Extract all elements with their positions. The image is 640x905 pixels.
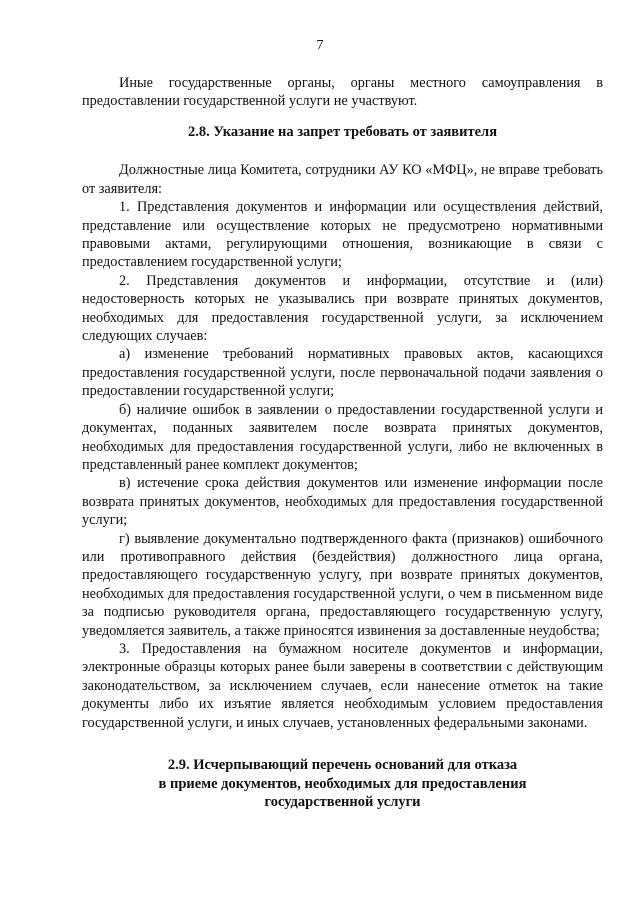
paragraph-item-2: 2. Представления документов и информации, отсутствие и (или) недостоверность которых не указывались при возврате принятых документов, необходимых для предоставления государственной услуги, за исключением следующих случаев: [82,272,603,345]
heading-2-9-line-2: в приеме документов, необходимых для предоставления [158,775,527,792]
paragraph-subitem-v: в) истечение срока действия документов или изменение информации после возврата принятых документов, необходимых для предоставления государственной услуги; [82,475,603,529]
paragraph-subitem-a: а) изменение требований нормативных правовых актов, касающихся предоставления государственной услуги, после первоначальной подачи заявления о предоставлении государственной услуги; [82,346,603,400]
paragraph-item-3: 3. Предоставления на бумажном носителе документов и информации, электронные образцы которых ранее были заверены в соответствии с действующим законодательством, за исключением случаев, если нанесение отметок на такие документы либо их изъятие является необходимым условием предоставления государственной услуги, и иных случаев, установленных федеральными законами. [82,640,603,731]
paragraph-subitem-b: б) наличие ошибок в заявлении о предоставлении государственной услуги и документах, поданных заявителем после возврата принятых документов, необходимых для предоставления государственной услуги, либо не включенных в представленный ранее комплект документов; [82,401,603,473]
document-body [82,74,603,812]
paragraph-item-1: 1. Представления документов и информации или осуществления действий, представление или осуществление которых не предусмотрено нормативными правовыми актами, регулирующими отношения, возникающие в связи с предоставлением государственной услуги; [82,199,603,271]
heading-2-9-line-3: государственной услуги [264,794,421,811]
paragraph-other-bodies: Иные государственные органы, органы местного самоуправления в предоставлении государственной услуги не участвуют. [82,75,603,110]
section-heading-2-8: 2.8. Указание на запрет требовать от заявителя [187,123,498,140]
heading-2-9-line-1: 2.9. Исчерпывающий перечень оснований для отказа [167,757,518,773]
section-heading-2-9 [82,756,603,812]
page-number: 7 [316,38,324,53]
paragraph-intro: Должностные лица Комитета, сотрудники АУ КО «МФЦ», не вправе требовать от заявителя: [82,162,603,197]
paragraph-subitem-g: г) выявление документально подтвержденного факта (признаков) ошибочного или противоправного действия (бездействия) должностного лица органа, предоставляющего государственную услугу, при возврате принятых документов, необходимых для предоставления государственной услуги, о чем в письменном виде за подписью руководителя органа, предоставляющего государственную услугу, уведомляется заявитель, а также приносятся извинения за доставленные неудобства; [82,530,603,639]
